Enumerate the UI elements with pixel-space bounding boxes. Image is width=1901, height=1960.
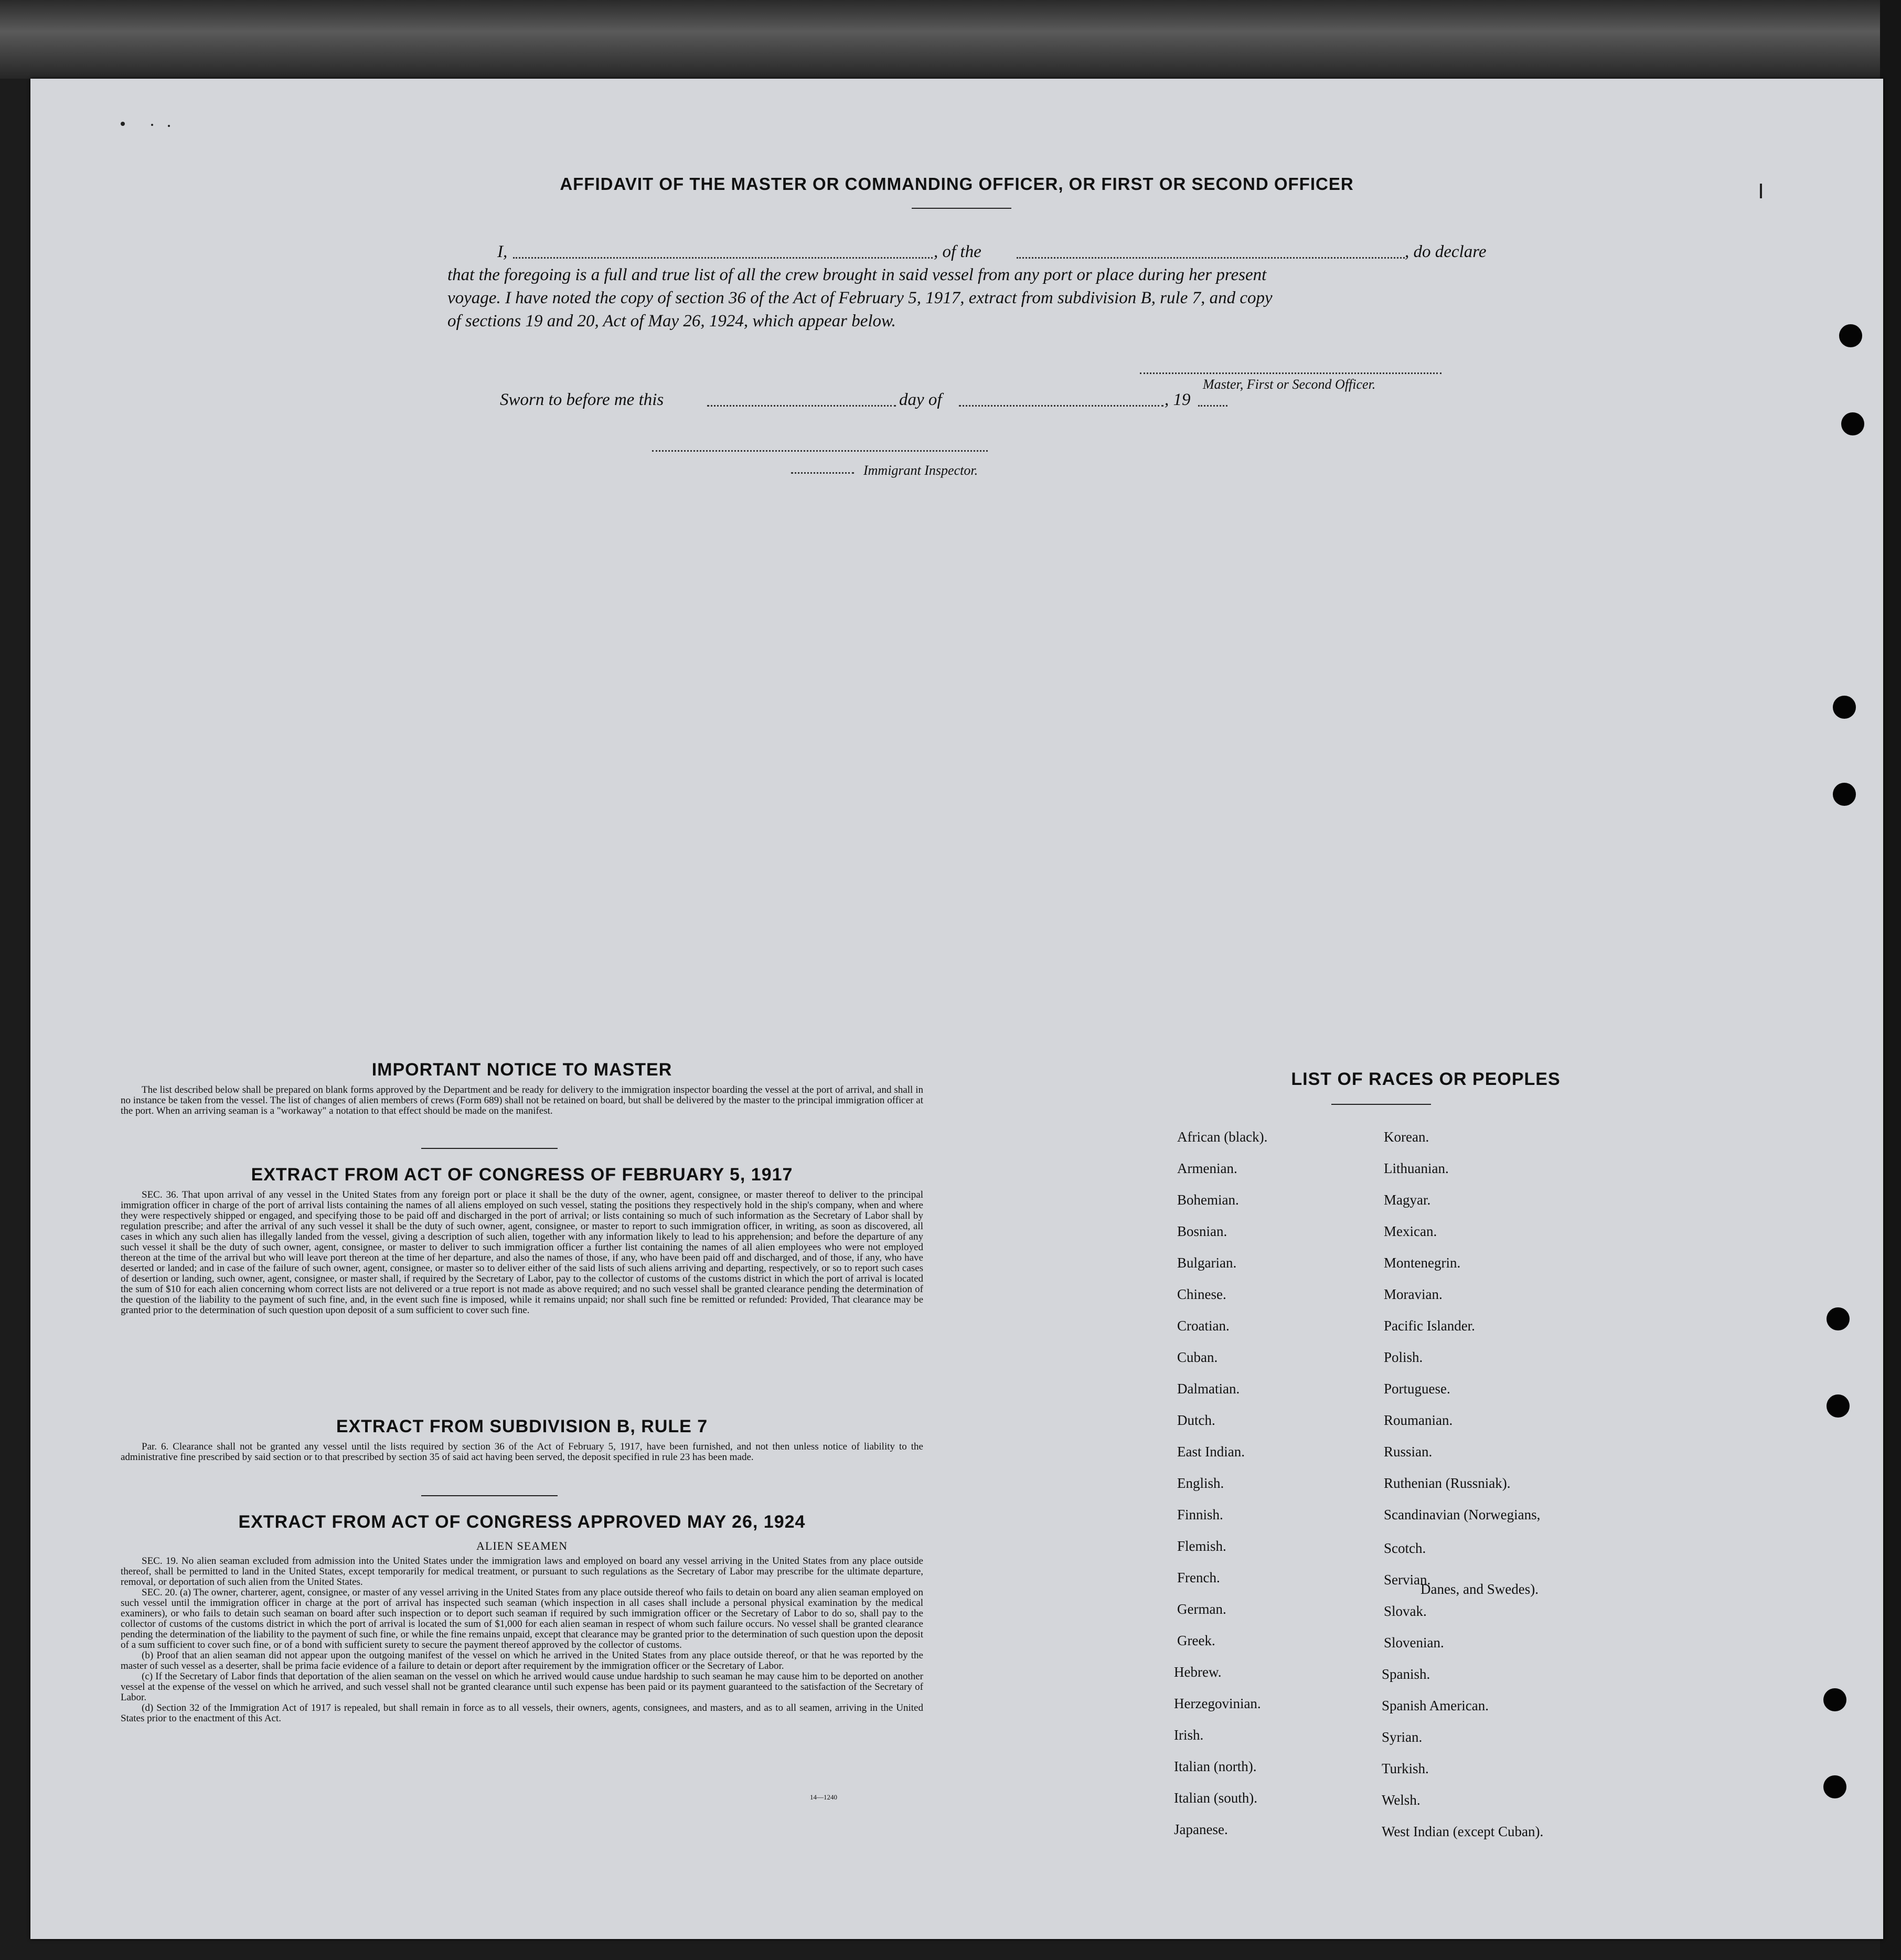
speck-mark [121,122,125,126]
race-item: Bulgarian. [1177,1255,1237,1271]
race-item: Welsh. [1382,1792,1421,1808]
extract-1917-title: EXTRACT FROM ACT OF CONGRESS OF FEBRUARY 5, 1917 [251,1165,793,1185]
sworn-text: Sworn to before me this [500,390,664,409]
affidavit-line1-end: , do declare [1405,242,1487,261]
race-item: Slovenian. [1384,1635,1444,1650]
affidavit-body-line3: voyage. I have noted the copy of section 36 of the Act of February 5, 1917, extract from subdivision B, rule 7, and copy [447,289,1273,307]
notice-text: The list described below shall be prepared on blank forms approved by the Department and be ready for delivery to the immigration inspector boarding the vessel at the port of arrival, and shall in no instance be taken from the vessel. The list of changes of alien members of crews (Form 689) shall not be retained on board, but shall be delivered by the master to the principal immigration officer at the port. When an arriving seaman is a "workaway" a notation to that effect should be made on the manifest. [121,1084,923,1116]
sworn-day-field[interactable] [707,405,896,407]
race-item: Portuguese. [1384,1381,1450,1397]
race-item: Finnish. [1177,1507,1223,1522]
race-item: Pacific Islander. [1384,1318,1475,1334]
sworn-year-field[interactable] [1198,405,1227,407]
rule7-text: Par. 6. Clearance shall not be granted any vessel until the lists required by section 36 of the Act of February 5, 1917, have been furnished, and not then unless notice of liability to the administrative fine prescribed by said section or to that prescribed by section 35 of said act having been served, the deposit specified in rule 23 has been made. [121,1441,923,1463]
race-item: African (black). [1177,1129,1268,1145]
race-item: Flemish. [1177,1538,1226,1554]
speck-mark [168,125,170,127]
race-item: Magyar. [1384,1192,1431,1208]
race-item: Syrian. [1382,1729,1423,1745]
race-item: Herzegovinian. [1174,1696,1261,1711]
race-item: Dalmatian. [1177,1381,1240,1397]
document-page [30,79,1883,1939]
race-item: Croatian. [1177,1318,1230,1334]
affidavit-body-line2: that the foregoing is a full and true list of all the crew brought in said vessel from any port or place during her present [447,265,1267,284]
race-item: French. [1177,1570,1220,1585]
sworn-year-label: , 19 [1165,390,1191,409]
inspector-signature-field[interactable] [652,450,988,452]
alien-seamen-subtitle: ALIEN SEAMEN [476,1539,568,1552]
declarant-name-field[interactable] [513,257,933,259]
punch-hole [1827,1307,1850,1330]
inspector-caption: Immigrant Inspector. [863,463,978,478]
section-divider [421,1148,558,1149]
affidavit-line1-mid: , of the [934,242,981,261]
punch-hole [1823,1688,1846,1711]
race-item: Bosnian. [1177,1223,1227,1239]
race-item: Bohemian. [1177,1192,1239,1208]
sec19-text: SEC. 19. No alien seaman excluded from admission into the United States under the immigration laws and employed on board any vessel arriving in the United States from any place outside thereof, shall be permitted to land in the United States, except temporarily for medical treatment, or pursuant to such regulations as the Secretary of Labor may prescribe for the ultimate departure, removal, or deportation of such alien from the United States. [121,1556,923,1588]
scan-background-top [0,0,1901,79]
inspector-dots [791,472,854,474]
race-item: Japanese. [1174,1821,1228,1837]
punch-hole [1839,324,1862,347]
affidavit-title: AFFIDAVIT OF THE MASTER OR COMMANDING OFFICER, OR FIRST OR SECOND OFFICER [560,174,1354,194]
race-item: West Indian (except Cuban). [1382,1824,1544,1839]
extract-1924-title: EXTRACT FROM ACT OF CONGRESS APPROVED MAY 26, 1924 [238,1512,806,1532]
sec20a-text: SEC. 20. (a) The owner, charterer, agent, consignee, or master of any vessel arriving in the United States from any place outside thereof who fails to detain on board any alien seaman employed on such vessel until the immigration officer in charge at the port of arrival has inspected such seaman (which inspection in all cases shall include a personal physical examination by the medical examiners), or who fails to detain such seaman on board after such inspection or to deport such seaman if required by such immigration officer or the Secretary of Labor to do so, shall pay to the collector of customs of the customs district in which the port of arrival is located the sum of $1,000 for each alien seaman in respect of whom such failure occurs. No vessel shall be granted clearance pending the determination of the liability to the payment of such fine, or while the fine remains unpaid, except that clearance may be granted prior to the determination of such question upon the deposit of a sum sufficient to cover such fine, or of a bond with sufficient surety to secure the payment thereof approved by the collector of customs. [121,1587,923,1650]
master-caption: Master, First or Second Officer. [1203,377,1376,392]
form-number: 14—1240 [810,1793,837,1801]
sec20b-text: (b) Proof that an alien seaman did not appear upon the outgoing manifest of the vessel on which he arrived in the United States from any place outside thereof, or that he was reported by the master of such vessel as a deserter, shall be prima facie evidence of a failure to detain or deport after requirement by the immigration officer or the Secretary of Labor. [121,1650,923,1671]
race-item: Cuban. [1177,1349,1218,1365]
vessel-name-field[interactable] [1017,257,1405,259]
extract-1924-body [121,1556,923,1724]
race-item: Lithuanian. [1384,1160,1449,1176]
punch-hole [1833,696,1856,719]
race-item: Polish. [1384,1349,1423,1365]
affidavit-line1-start: I, [497,242,508,261]
notice-title: IMPORTANT NOTICE TO MASTER [371,1060,672,1080]
punch-hole [1827,1394,1850,1418]
race-item-continuation: Danes, and Swedes). [1421,1581,1539,1597]
sec20c-text: (c) If the Secretary of Labor finds that deportation of the alien seaman on the vessel on which he arrived would cause undue hardship to such seaman he may cause him to be deported on another vessel at the expense of the vessel on which he arrived, and such vessel shall not be granted clearance until such expense has been paid or its payment guaranteed to the satisfaction of the Secretary of Labor. [121,1671,923,1703]
race-item: English. [1177,1475,1224,1491]
race-item: Mexican. [1384,1223,1437,1239]
speck-mark [151,124,153,126]
races-title-divider [1331,1104,1431,1105]
section-divider [421,1495,558,1496]
race-item: German. [1177,1601,1226,1617]
race-item: Servian. [1384,1572,1431,1588]
race-item: Chinese. [1177,1286,1226,1302]
race-item: Greek. [1177,1633,1215,1648]
race-item: Ruthenian (Russniak). [1384,1475,1511,1491]
race-item: Armenian. [1177,1160,1237,1176]
race-item: Roumanian. [1384,1412,1453,1428]
race-item: Hebrew. [1174,1664,1222,1680]
race-item: Korean. [1384,1129,1429,1145]
race-item: East Indian. [1177,1444,1245,1460]
race-item: Slovak. [1384,1603,1427,1619]
race-item: Spanish. [1382,1666,1430,1682]
race-item: Dutch. [1177,1412,1215,1428]
extract-1917-text: SEC. 36. That upon arrival of any vessel in the United States from any foreign port or place it shall be the duty of the owner, agent, consignee, or master thereof to deliver to the principal immigration officer in charge of the port of arrival lists containing the names of all aliens employed on such vessel, stating the positions they respectively hold in the ship's company, when and where they were respectively shipped or engaged, and specifying those to be paid off and discharged in the port of arrival; or lists containing so much of such information as the Secretary of Labor shall by regulation prescribe; and after the arrival of any such vessel it shall be the duty of such owner, agent, consignee, or master to report to such immigration officer, in writing, as soon as discovered, all cases in which any such alien has illegally landed from the vessel, giving a description of such alien, together with any information likely to lead to his apprehension; and before the departure of any such vessel it shall be the duty of such owner, agent, consignee, or master to deliver to such immigration officer a further list containing the names of all alien employees who were not employed thereon at the time of the arrival but who will leave port thereon at the time of her departure, and also the names of those, if any, who have been paid off and discharged, and of those, if any, who have deserted or landed; and in case of the failure of such owner, agent, consignee, or master so to deliver either of the said lists of such aliens arriving and departing, respectively, or so to report such cases of desertion or landing, such owner, agent, consignee, or master shall, if required by the Secretary of Labor, pay to the collector of customs of the customs district in which the port of arrival is located the sum of $10 for each alien concerning whom correct lists are not delivered or a true report is not made as above required; and no such vessel shall be granted clearance pending the determination of the question of the liability to the payment of such fine, and, in the event such fine is imposed, while it remains unpaid; nor shall such fine be remitted or refunded: Provided, That clearance may be granted prior to the determination of such question upon deposit of a sum sufficient to cover such fine. [121,1189,923,1316]
rule7-title: EXTRACT FROM SUBDIVISION B, RULE 7 [336,1416,708,1436]
race-item: Italian (north). [1174,1759,1257,1774]
scan-background-right [1880,0,1901,1960]
punch-hole [1823,1775,1846,1798]
race-item: Scandinavian (Norwegians, [1384,1507,1541,1522]
race-item: Italian (south). [1174,1790,1257,1806]
race-item: Irish. [1174,1727,1204,1743]
sworn-month-field[interactable] [959,405,1163,407]
race-item: Russian. [1384,1444,1433,1460]
race-item: Moravian. [1384,1286,1443,1302]
sworn-day-label: day of [899,390,942,409]
race-item: Montenegrin. [1384,1255,1461,1271]
races-title: LIST OF RACES OR PEOPLES [1291,1069,1561,1089]
race-item: Turkish. [1382,1761,1429,1776]
race-item: Scotch. [1384,1540,1426,1556]
sec20d-text: (d) Section 32 of the Immigration Act of 1917 is repealed, but shall remain in force as to all vessels, their owners, agents, consignees, and masters, and as to all seamen, arriving in the United States prior to the enactment of this Act. [121,1702,923,1724]
master-signature-field[interactable] [1140,372,1441,374]
punch-hole [1841,412,1864,435]
race-item: Spanish American. [1382,1698,1489,1713]
title-divider [912,208,1011,209]
punch-hole [1833,783,1856,806]
affidavit-body-line4: of sections 19 and 20, Act of May 26, 1924, which appear below. [447,312,896,331]
